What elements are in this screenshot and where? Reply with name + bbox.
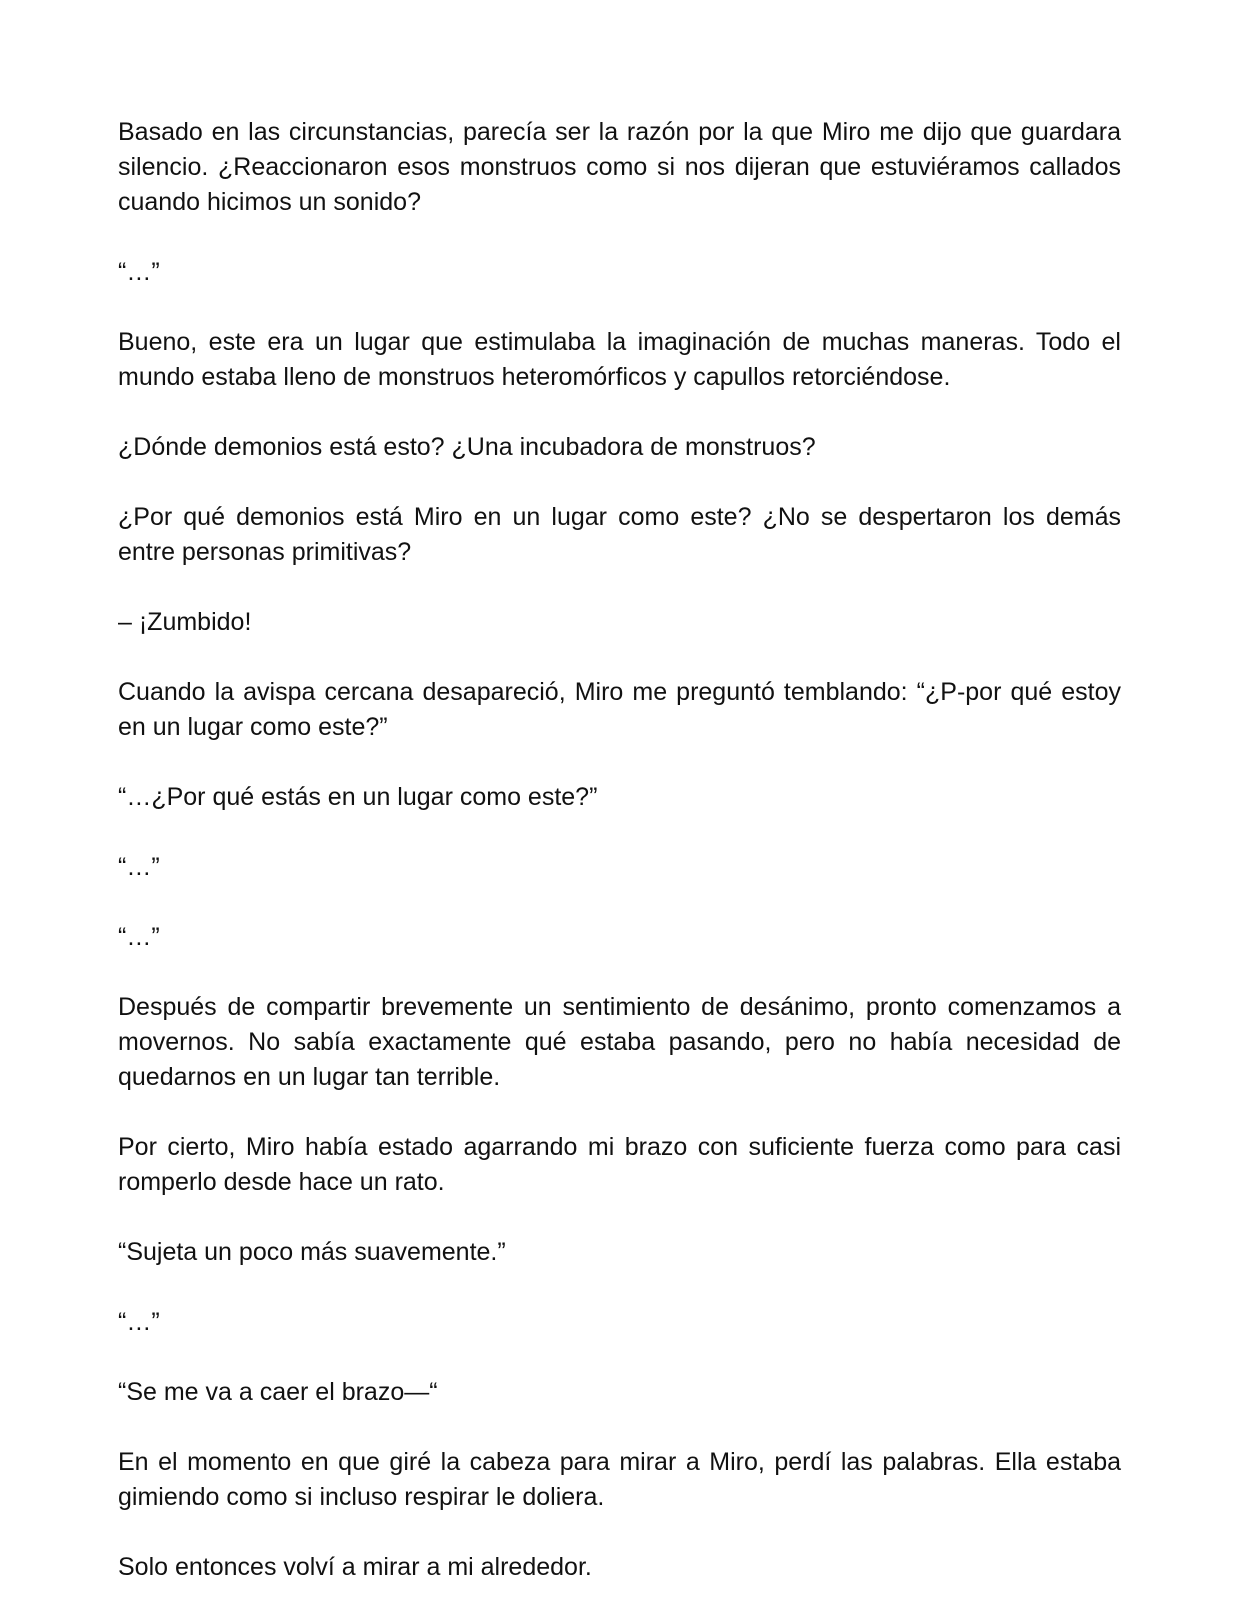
paragraph-discouragement: Después de compartir brevemente un sentimiento de desánimo, pronto comenzamos a movernos. No sabía exactamente qué estaba pasando, pero no había necesidad de quedarnos en un lugar tan terrible. bbox=[118, 993, 1121, 1091]
paragraph-why-miro: ¿Por qué demonios está Miro en un lugar como este? ¿No se despertaron los demás entre personas primitivas? bbox=[118, 503, 1121, 566]
paragraph-imagination: Bueno, este era un lugar que estimulaba la imaginación de muchas maneras. Todo el mundo estaba lleno de monstruos heteromórficos y capullos retorciéndose. bbox=[118, 328, 1121, 391]
paragraph-where-question: ¿Dónde demonios está esto? ¿Una incubadora de monstruos? bbox=[118, 433, 816, 461]
paragraph-why-here: “…¿Por qué estás en un lugar como este?” bbox=[118, 783, 598, 811]
paragraph-ellipsis-quote: “…” bbox=[118, 258, 160, 286]
paragraph-ellipsis-quote: “…” bbox=[118, 923, 160, 951]
paragraph-buzz: – ¡Zumbido! bbox=[118, 608, 252, 636]
paragraph-looked-around: Solo entonces volví a mirar a mi alrededor. bbox=[118, 1553, 592, 1581]
paragraph-wasp: Cuando la avispa cercana desapareció, Miro me preguntó temblando: “¿P-por qué estoy en un lugar como este?” bbox=[118, 678, 1121, 741]
paragraph-ellipsis-quote: “…” bbox=[118, 853, 160, 881]
paragraph-ellipsis-quote: “…” bbox=[118, 1308, 160, 1336]
paragraph-circumstances: Basado en las circunstancias, parecía ser la razón por la que Miro me dijo que guardara silencio. ¿Reaccionaron esos monstruos como si nos dijeran que estuviéramos callados cuando hicimos un sonido? bbox=[118, 118, 1121, 216]
paragraph-arm-falling: “Se me va a caer el brazo—“ bbox=[118, 1378, 438, 1406]
paragraph-lost-words: En el momento en que giré la cabeza para mirar a Miro, perdí las palabras. Ella estaba gimiendo como si incluso respirar le doliera. bbox=[118, 1448, 1121, 1511]
document-page bbox=[118, 115, 1121, 1620]
paragraph-hold-gently: “Sujeta un poco más suavemente.” bbox=[118, 1238, 506, 1266]
paragraph-grabbing-arm: Por cierto, Miro había estado agarrando mi brazo con suficiente fuerza como para casi romperlo desde hace un rato. bbox=[118, 1133, 1121, 1196]
